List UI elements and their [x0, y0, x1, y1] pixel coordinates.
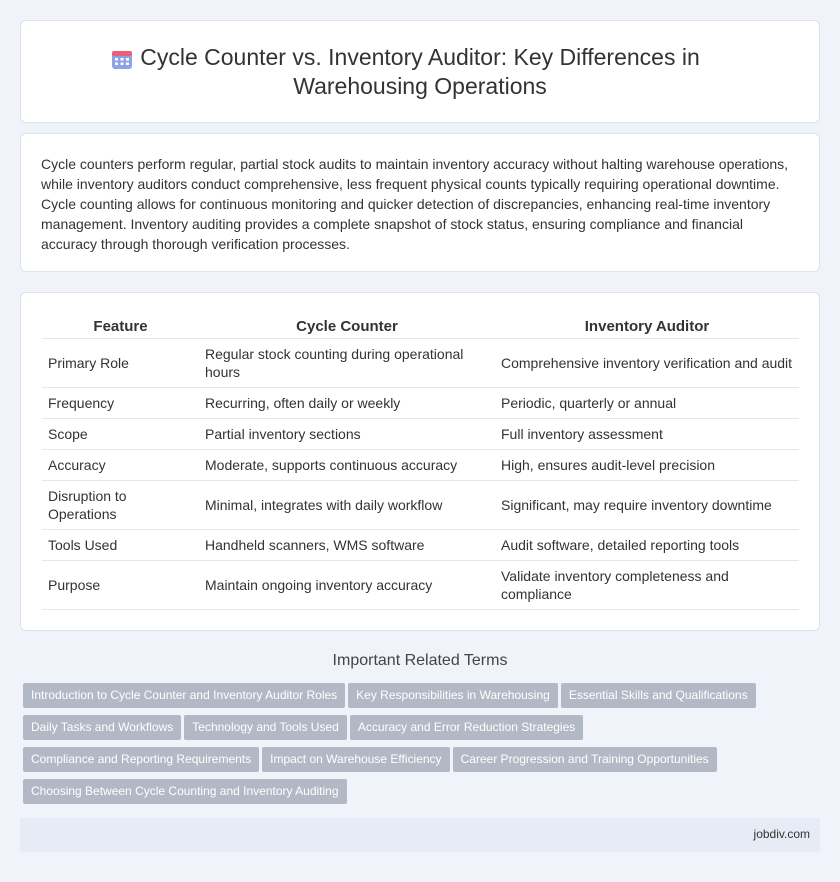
inventory-auditor-cell: Audit software, detailed reporting tools [495, 529, 799, 560]
related-term-tag[interactable]: Technology and Tools Used [184, 715, 347, 740]
intro-paragraph: Cycle counters perform regular, partial stock audits to maintain inventory accuracy without halting warehouse operations, while inventory auditors conduct comprehensive, less frequent physical counts typically requiring operational downtime. Cycle counting allows for continuous monitoring and quicker detection of discrepancies, enhancing real-time inventory management. Inventory auditing provides a complete snapshot of stock status, ensuring compliance and financial accuracy through thorough verification processes. [41, 156, 789, 252]
table-row [42, 449, 799, 480]
related-term-tag[interactable]: Daily Tasks and Workflows [23, 715, 181, 740]
related-terms-heading: Important Related Terms [332, 652, 508, 669]
cycle-counter-cell: Partial inventory sections [199, 418, 495, 449]
feature-cell: Frequency [42, 387, 199, 418]
table-row [42, 418, 799, 449]
related-term-tag[interactable]: Essential Skills and Qualifications [561, 683, 756, 708]
inventory-auditor-cell: High, ensures audit-level precision [495, 449, 799, 480]
table-row [42, 480, 799, 529]
intro-card [20, 133, 820, 272]
related-term-tag[interactable]: Introduction to Cycle Counter and Inventory Auditor Roles [23, 683, 345, 708]
footer-site-link[interactable]: jobdiv.com [753, 827, 810, 841]
cycle-counter-cell: Regular stock counting during operational hours [199, 338, 495, 387]
table-row [42, 529, 799, 560]
related-term-tag[interactable]: Accuracy and Error Reduction Strategies [350, 715, 583, 740]
related-term-tag[interactable]: Key Responsibilities in Warehousing [348, 683, 558, 708]
feature-cell: Primary Role [42, 338, 199, 387]
feature-cell: Accuracy [42, 449, 199, 480]
header-inventory-auditor: Inventory Auditor [495, 315, 799, 338]
related-term-tag[interactable]: Impact on Warehouse Efficiency [262, 747, 449, 772]
feature-cell: Purpose [42, 560, 199, 609]
feature-cell: Scope [42, 418, 199, 449]
cycle-counter-cell: Handheld scanners, WMS software [199, 529, 495, 560]
table-row [42, 560, 799, 609]
inventory-auditor-cell: Significant, may require inventory downtime [495, 480, 799, 529]
related-terms-list [23, 683, 813, 811]
related-term-tag[interactable]: Choosing Between Cycle Counting and Inventory Auditing [23, 779, 347, 804]
feature-cell: Disruption to Operations [42, 480, 199, 529]
related-term-tag[interactable]: Compliance and Reporting Requirements [23, 747, 259, 772]
comparison-card [20, 292, 820, 631]
inventory-auditor-cell: Validate inventory completeness and compliance [495, 560, 799, 609]
cycle-counter-cell: Recurring, often daily or weekly [199, 387, 495, 418]
table-row [42, 338, 799, 387]
table-row [42, 387, 799, 418]
cycle-counter-cell: Maintain ongoing inventory accuracy [199, 560, 495, 609]
cycle-counter-cell: Minimal, integrates with daily workflow [199, 480, 495, 529]
header-feature: Feature [42, 315, 199, 338]
cycle-counter-cell: Moderate, supports continuous accuracy [199, 449, 495, 480]
feature-cell: Tools Used [42, 529, 199, 560]
header-cycle-counter: Cycle Counter [199, 315, 495, 338]
page-title: Cycle Counter vs. Inventory Auditor: Key Differences in Warehousing Operations [140, 44, 700, 99]
footer [20, 818, 820, 852]
inventory-auditor-cell: Full inventory assessment [495, 418, 799, 449]
inventory-auditor-cell: Comprehensive inventory verification and audit [495, 338, 799, 387]
title-card [20, 20, 820, 123]
comparison-table [42, 315, 799, 610]
table-header-row [42, 315, 799, 338]
related-term-tag[interactable]: Career Progression and Training Opportunities [453, 747, 717, 772]
inventory-auditor-cell: Periodic, quarterly or annual [495, 387, 799, 418]
